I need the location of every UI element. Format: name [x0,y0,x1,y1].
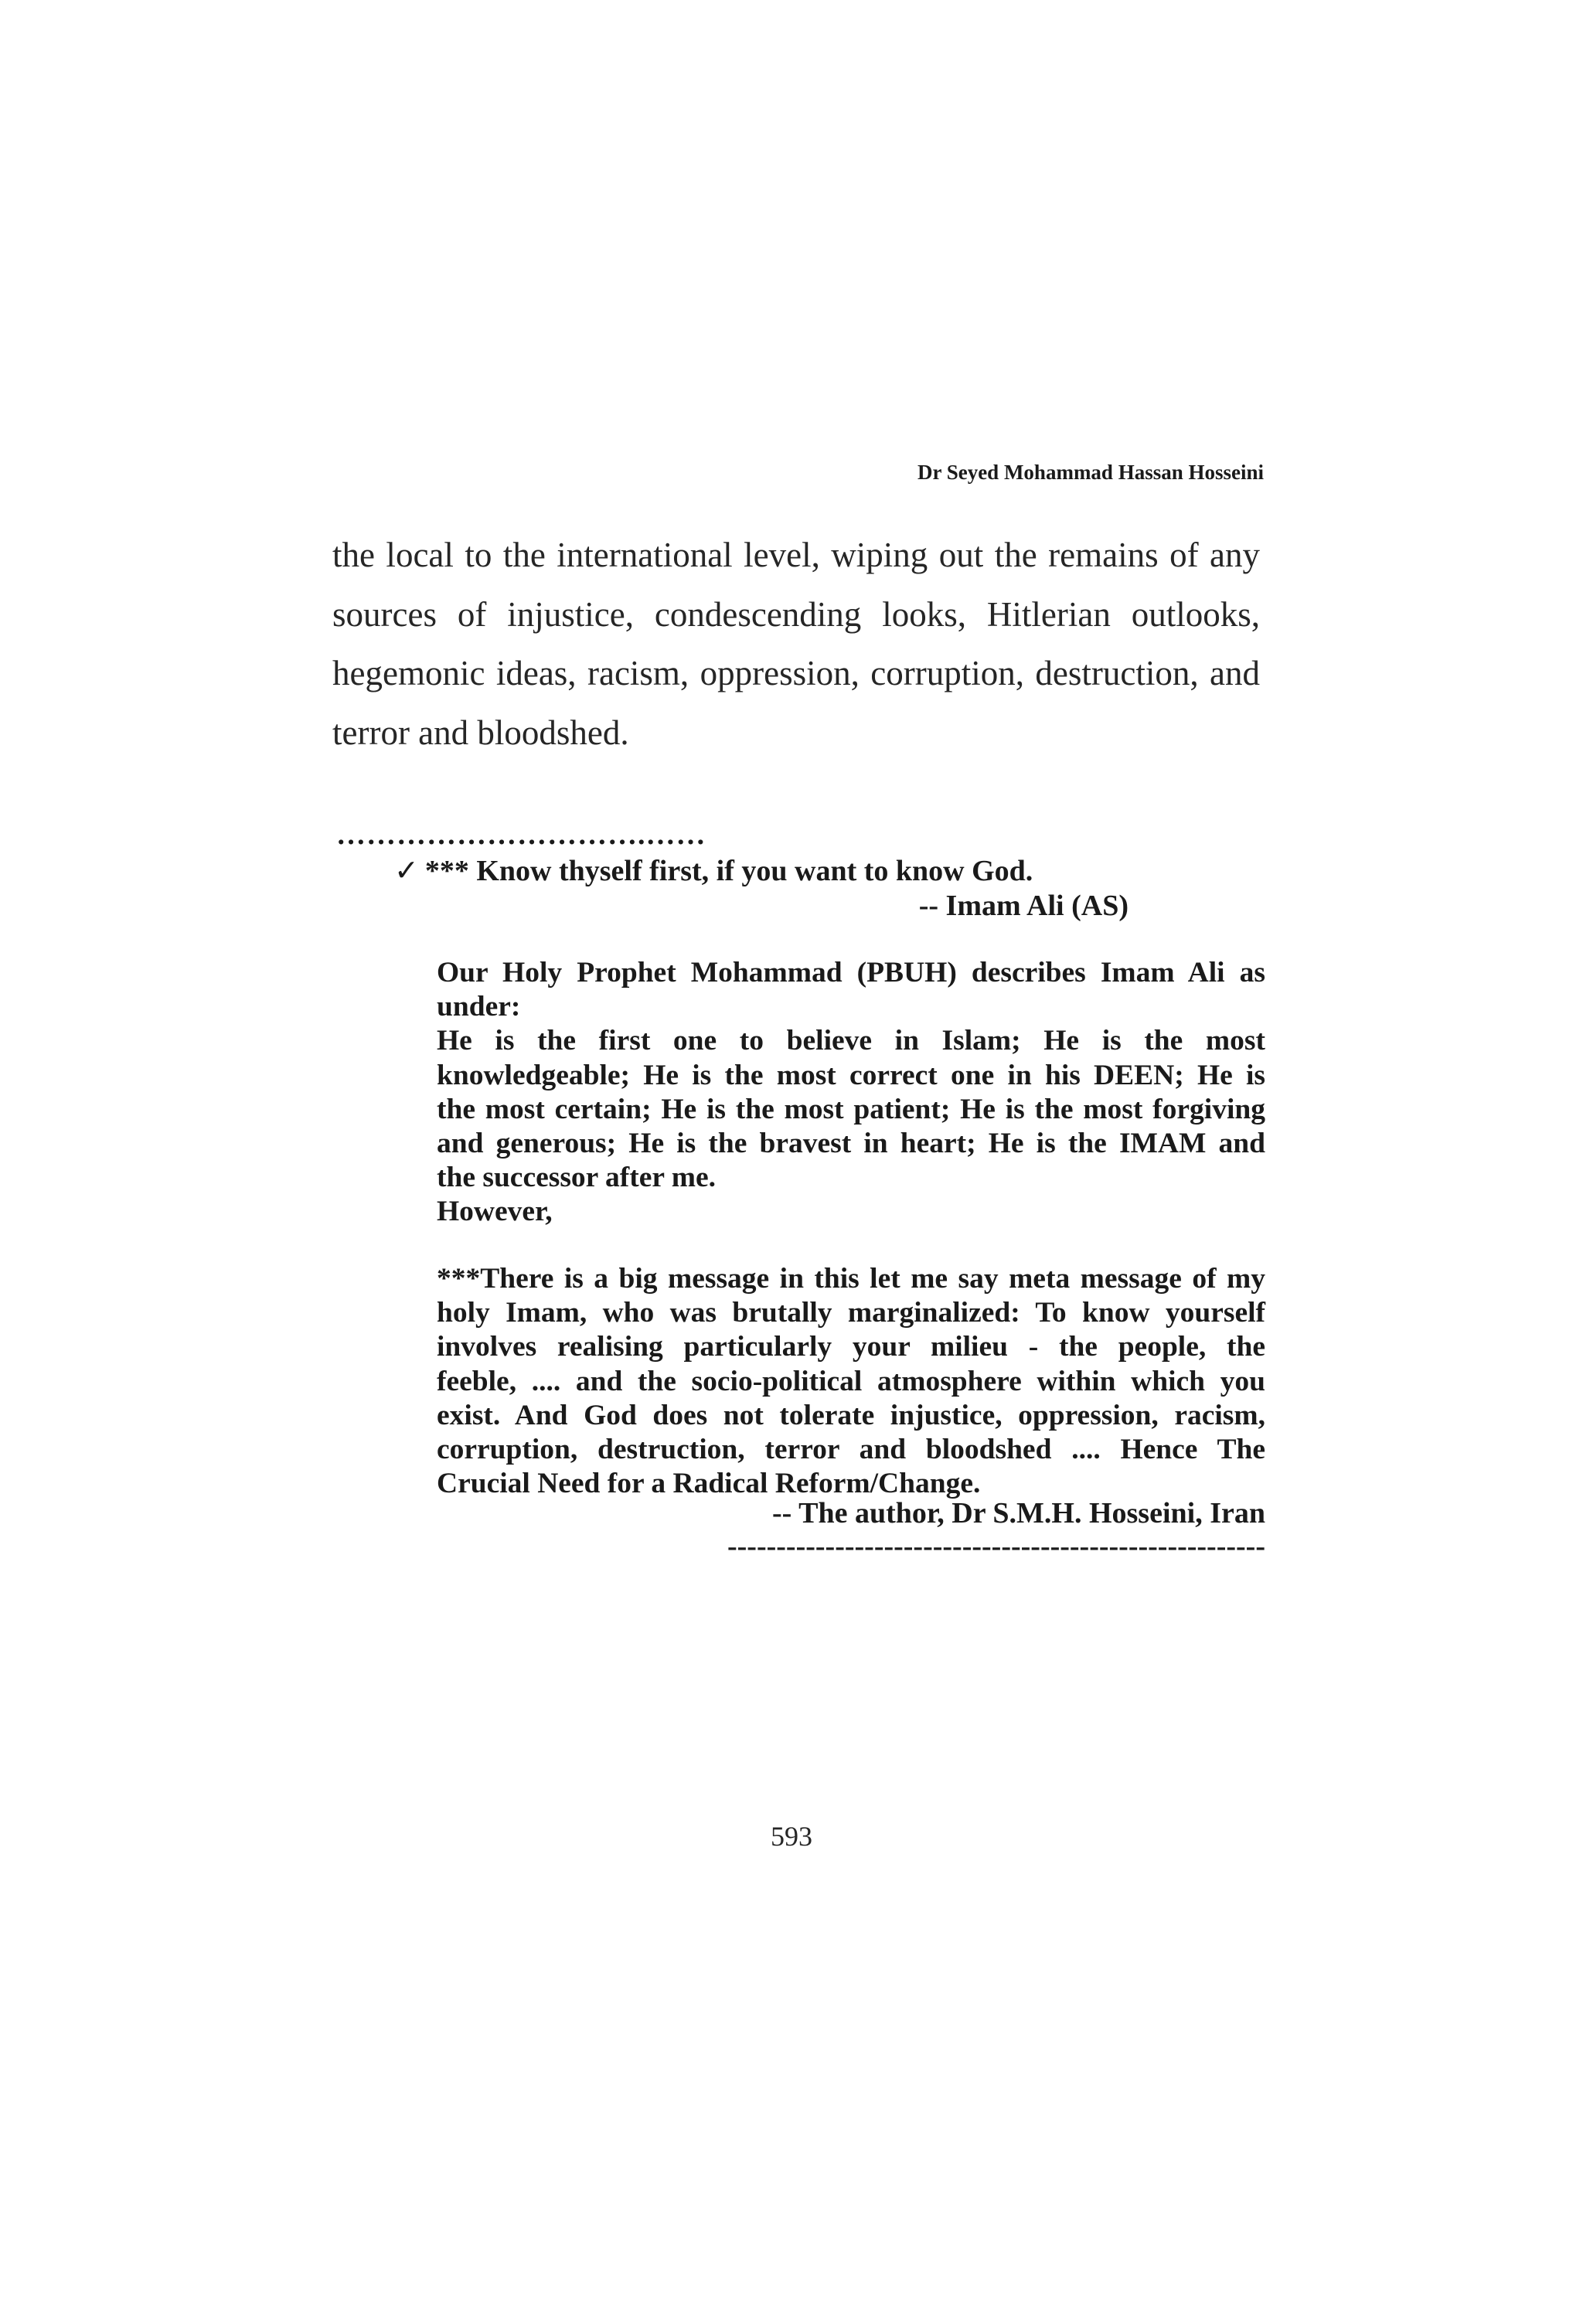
running-head: Dr Seyed Mohammad Hassan Hosseini [917,461,1264,484]
block-line: holy Imam, who was brutally marginalized: To know yourself [437,1297,1265,1329]
block-line: Our Holy Prophet Mohammad (PBUH) describes Imam Ali as [437,957,1265,988]
block-line: knowledgeable; He is the most correct one in his DEEN; He is [437,1059,1265,1091]
block-line: under: [437,991,521,1023]
dashed-rule: ------------------------------------------------------- [727,1530,1265,1563]
block-line: feeble, .... and the socio-political atmosphere within which you [437,1365,1265,1397]
block-line: involves realising particularly your milieu - the people, the [437,1331,1265,1363]
block-line: exist. And God does not tolerate injustice, oppression, racism, [437,1399,1265,1431]
block-line: the successor after me. [437,1162,716,1194]
block-line: the most certain; He is the most patient; He is the most forgiving [437,1093,1265,1125]
prophet-description-block [437,956,1265,1230]
dotted-separator: ………………………….…… [336,818,706,851]
body-line: sources of injustice, condescending looks, Hitlerian outlooks, [332,594,1260,634]
body-paragraph [332,526,1260,763]
body-line: the local to the international level, wiping out the remains of any [332,536,1260,574]
block-line: and generous; He is the bravest in heart; He is the IMAM and [437,1128,1265,1160]
author-attribution: -- The author, Dr S.M.H. Hosseini, Iran [772,1497,1265,1529]
page-number: 593 [771,1821,812,1852]
meta-message-block [437,1262,1265,1501]
block-line: corruption, destruction, terror and bloodshed .... Hence The [437,1434,1265,1466]
block-line: Crucial Need for a Radical Reform/Change. [437,1468,981,1500]
check-mark-icon: ✓ [394,855,419,887]
quote-attribution: -- Imam Ali (AS) [918,890,1129,922]
body-line: terror and bloodshed. [332,713,629,753]
block-line: However, [437,1196,553,1228]
body-line: hegemonic ideas, racism, oppression, corruption, destruction, and [332,654,1260,693]
block-line: ***There is a big message in this let me say meta message of my [437,1263,1265,1295]
quote-text: *** Know thyself first, if you want to know God. [424,855,1033,887]
quote [394,853,1033,888]
block-line: He is the first one to believe in Islam; He is the most [437,1025,1265,1057]
